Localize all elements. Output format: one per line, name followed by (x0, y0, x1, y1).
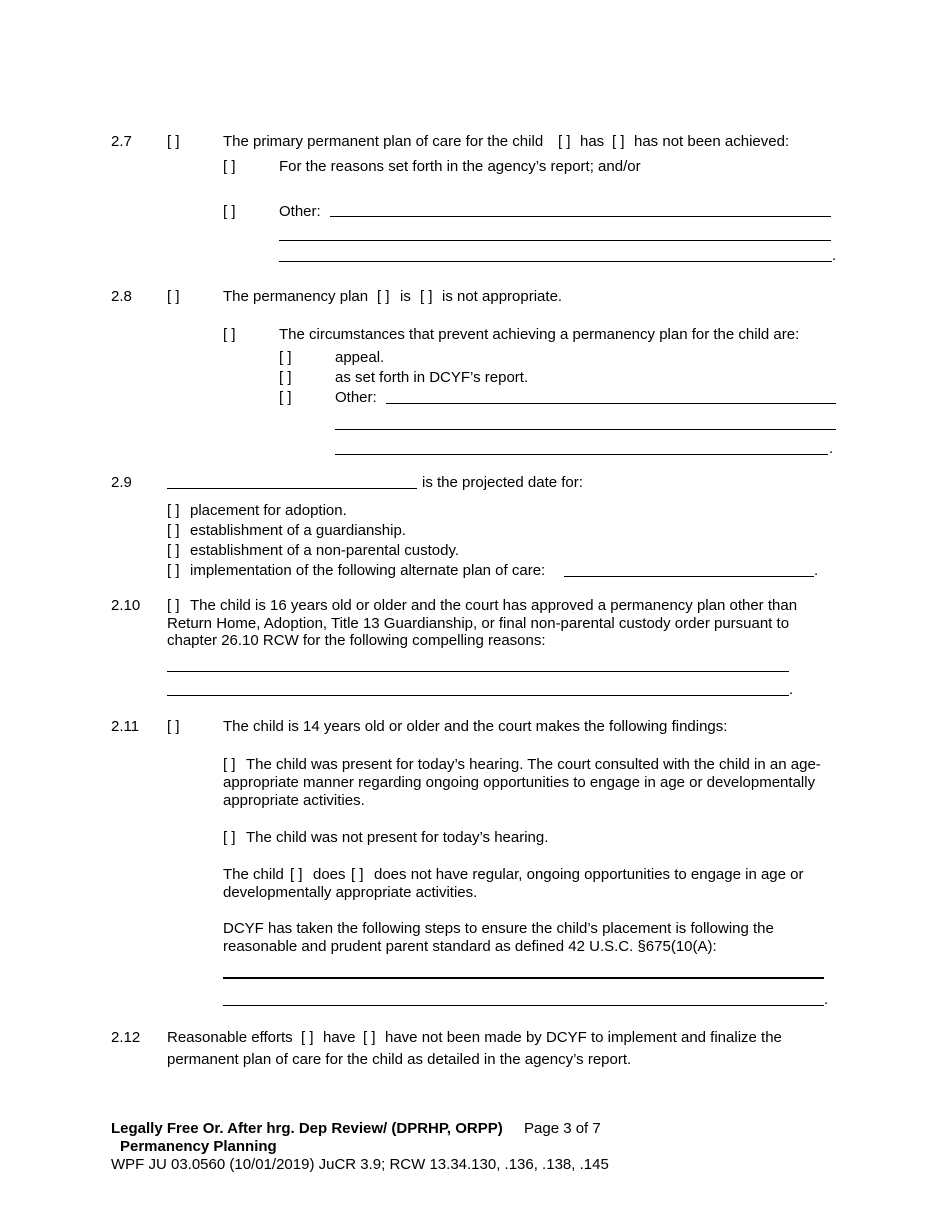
section-text: Return Home, Adoption, Title 13 Guardianship, or final non-parental custody order pursuant to (167, 615, 790, 632)
option-label-is-not: is not appropriate. (442, 288, 563, 305)
paragraph-text: The child was not present for today’s hearing. (246, 829, 549, 846)
checkbox-has-not[interactable]: [ ] (612, 133, 625, 150)
other-label: Other: (279, 203, 321, 220)
paragraph-text: reasonable and prudent parent standard as defined 42 U.S.C. §675(10(A): (223, 938, 717, 955)
option-label-does-not: does not have regular, ongoing opportunities to engage in age or (374, 866, 804, 883)
section-text: is the projected date for: (422, 474, 583, 491)
projected-date-input-line[interactable] (167, 488, 417, 489)
other-input-line[interactable] (330, 216, 831, 217)
form-code: WPF JU 03.0560 (10/01/2019) JuCR 3.9; RCW 13.34.130, .136, .138, .145 (111, 1156, 609, 1173)
section-text: Reasonable efforts (167, 1029, 293, 1046)
section-text: permanent plan of care for the child as detailed in the agency’s report. (167, 1051, 632, 1068)
circumstances-text: The circumstances that prevent achieving a permanency plan for the child are: (279, 326, 800, 343)
checkbox[interactable]: [ ] (167, 288, 180, 305)
period: . (789, 681, 794, 698)
checkbox-appeal[interactable]: [ ] (279, 349, 292, 366)
section-number: 2.8 (111, 288, 132, 305)
section-number: 2.10 (111, 597, 141, 614)
checkbox-is-not[interactable]: [ ] (420, 288, 433, 305)
paragraph-text: The child (223, 866, 284, 883)
checkbox-non-parental-custody[interactable]: [ ] (167, 542, 180, 559)
footer-subtitle: Permanency Planning (120, 1138, 277, 1155)
option-label-does: does (313, 866, 346, 883)
option-label-is: is (400, 288, 411, 305)
other-input-line[interactable] (335, 429, 836, 430)
paragraph-text: developmentally appropriate activities. (223, 884, 478, 901)
section-number: 2.12 (111, 1029, 141, 1046)
option-text: establishment of a guardianship. (190, 522, 406, 539)
other-input-line[interactable] (279, 261, 832, 262)
checkbox-is[interactable]: [ ] (377, 288, 390, 305)
checkbox-have[interactable]: [ ] (301, 1029, 314, 1046)
checkbox-has[interactable]: [ ] (558, 133, 571, 150)
checkbox-agency-report[interactable]: [ ] (223, 158, 236, 175)
footer-title: Legally Free Or. After hrg. Dep Review/ (DPRHP, ORPP) (111, 1120, 503, 1137)
other-input-line[interactable] (279, 240, 831, 241)
page-number: Page 3 of 7 (524, 1120, 601, 1137)
other-input-line[interactable] (386, 403, 836, 404)
checkbox[interactable]: [ ] (167, 133, 180, 150)
paragraph-text: The child was present for today’s hearing. The court consulted with the child in an age- (246, 756, 821, 773)
checkbox-does[interactable]: [ ] (290, 866, 303, 883)
option-label-has: has (580, 133, 605, 150)
option-text: For the reasons set forth in the agency’s report; and/or (279, 158, 641, 175)
period: . (829, 440, 834, 457)
reasons-input-line[interactable] (167, 695, 789, 696)
checkbox-guardianship[interactable]: [ ] (167, 522, 180, 539)
checkbox-present[interactable]: [ ] (223, 756, 236, 773)
paragraph-text: DCYF has taken the following steps to ensure the child’s placement is following the (223, 920, 774, 937)
checkbox-other[interactable]: [ ] (279, 389, 292, 406)
checkbox-not-present[interactable]: [ ] (223, 829, 236, 846)
section-text: The primary permanent plan of care for the child (223, 133, 544, 150)
section-number: 2.9 (111, 474, 132, 491)
steps-input-line[interactable] (223, 977, 824, 979)
checkbox-adoption[interactable]: [ ] (167, 502, 180, 519)
section-text: The permanency plan (223, 288, 369, 305)
option-label-has-not: has not been achieved: (634, 133, 790, 150)
reasons-input-line[interactable] (167, 671, 789, 672)
alternate-plan-input-line[interactable] (564, 576, 814, 577)
section-number: 2.7 (111, 133, 132, 150)
option-label-have-not: have not been made by DCYF to implement and finalize the (385, 1029, 782, 1046)
paragraph-text: appropriate activities. (223, 792, 365, 809)
checkbox-circumstances[interactable]: [ ] (223, 326, 236, 343)
option-text: placement for adoption. (190, 502, 347, 519)
checkbox-dcyf-report[interactable]: [ ] (279, 369, 292, 386)
period: . (824, 991, 829, 1008)
checkbox-alternate-plan[interactable]: [ ] (167, 562, 180, 579)
section-text: chapter 26.10 RCW for the following compelling reasons: (167, 632, 546, 649)
section-text: The child is 16 years old or older and the court has approved a permanency plan other than (190, 597, 798, 614)
period: . (832, 247, 837, 264)
option-text: establishment of a non-parental custody. (190, 542, 460, 559)
checkbox[interactable]: [ ] (167, 718, 180, 735)
option-text: appeal. (335, 349, 385, 366)
steps-input-line[interactable] (223, 1005, 824, 1006)
checkbox-other[interactable]: [ ] (223, 203, 236, 220)
period: . (814, 562, 819, 579)
option-text: implementation of the following alternate plan of care: (190, 562, 546, 579)
option-label-have: have (323, 1029, 356, 1046)
section-text: The child is 14 years old or older and the court makes the following findings: (223, 718, 728, 735)
checkbox-have-not[interactable]: [ ] (363, 1029, 376, 1046)
option-text: as set forth in DCYF’s report. (335, 369, 529, 386)
checkbox-does-not[interactable]: [ ] (351, 866, 364, 883)
other-input-line[interactable] (335, 454, 828, 455)
section-number: 2.11 (111, 718, 140, 735)
checkbox[interactable]: [ ] (167, 597, 180, 614)
other-label: Other: (335, 389, 377, 406)
paragraph-text: appropriate manner regarding ongoing opportunities to engage in age or developmentally (223, 774, 816, 791)
